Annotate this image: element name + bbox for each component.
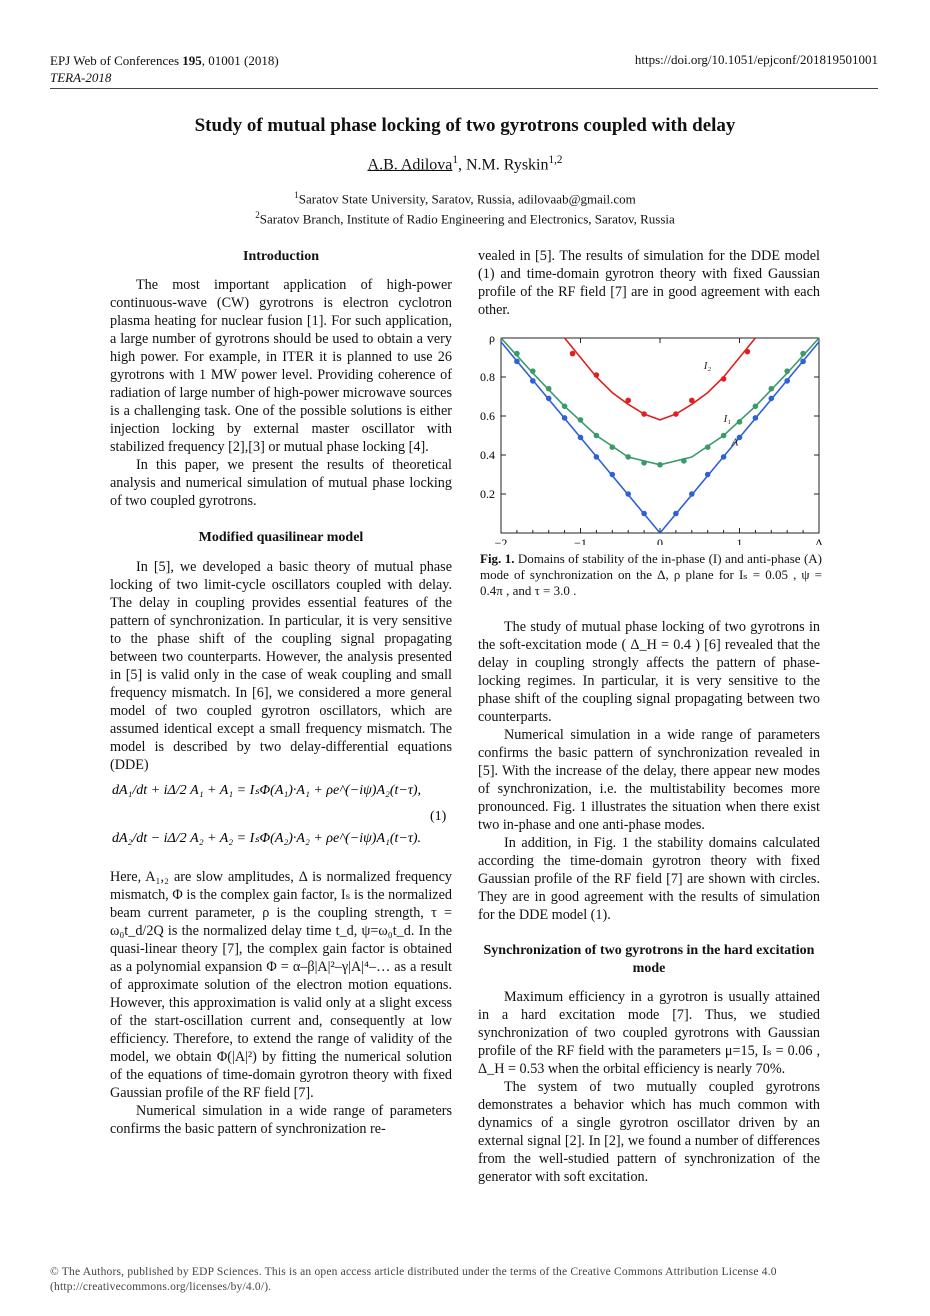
series-point-1 — [705, 444, 711, 450]
y-tick-label: 0.6 — [480, 409, 495, 423]
right-paragraph-2: Numerical simulation in a wide range of parameters confirms the basic pattern of synchronization revealed in [5]. With the increase of the delay, there appear new modes of synchronization, i.e. the multistability becomes more pronounced. Fig. 1 illustrates the situation when there exist two in-phase and one anti-phase modes. — [478, 727, 820, 833]
equation-1 — [110, 776, 452, 862]
equation-line-1: dA₁/dt + iΔ/2 A₁ + A₁ = IₛΦ(A₁)·A₁ + ρe^(−iψ)A₂(t−τ), — [112, 783, 422, 798]
figure-label: Fig. 1. — [480, 551, 515, 566]
series-point-0 — [625, 398, 631, 404]
series-point-2 — [753, 415, 759, 421]
affil-2-num: 2 — [255, 210, 260, 221]
series-point-1 — [641, 460, 647, 466]
affiliation-1 — [0, 187, 930, 207]
series-point-1 — [578, 417, 584, 423]
equation-line-2: dA₂/dt − iΔ/2 A₂ + A₂ = IₛΦ(A₂)·A₂ + ρe^(−iψ)A₁(t−τ). — [112, 831, 422, 846]
y-tick-label: 0.8 — [480, 370, 495, 384]
series-point-2 — [514, 359, 520, 365]
affil-1-text: Saratov State University, Saratov, Russia, adilovaab@gmail.com — [298, 191, 636, 207]
series-point-2 — [673, 511, 679, 517]
series-line-0 — [565, 338, 756, 420]
series-point-2 — [689, 491, 695, 497]
author-2-affil: 1,2 — [548, 154, 563, 166]
series-point-2 — [610, 472, 616, 478]
series-point-2 — [800, 359, 806, 365]
series-point-2 — [705, 472, 711, 478]
series-point-1 — [625, 454, 631, 460]
conference-name: TERA-2018 — [50, 70, 112, 85]
series-point-0 — [673, 411, 679, 417]
series-point-2 — [625, 491, 631, 497]
series-point-0 — [689, 398, 695, 404]
series-point-1 — [594, 433, 600, 439]
journal-line — [50, 52, 279, 69]
figure-1 — [466, 335, 826, 545]
series-point-2 — [641, 511, 647, 517]
model-paragraph-2: Here, A₁,₂ are slow amplitudes, Δ is normalized frequency mismatch, Φ is the complex gain factor, Iₛ is the normalized beam current parameter, ρ is the coupling strength, τ = ω₀t_d/2Q is the normalized delay time t_d, ψ=ω₀t_d. In the quasi-linear theory [7], the complex gain factor is obtained as a polynomial expansion Φ = α–β|A|²–γ|A|⁴–… as a result of approximate solution of the electron motion equations. However, this approximation is valid only at a slight excess of the start-oscillation current and, consequently at low efficiency. Therefore, to extend the range of validity of the model, we obtain Φ(|A|²) by fitting the numerical solution of the equations of time-domain gyrotron theory with fixed Gaussian profile of the RF field [7]. — [110, 869, 452, 1101]
series-point-2 — [578, 435, 584, 441]
series-point-2 — [546, 396, 552, 402]
article-number: , 01001 (2018) — [201, 53, 279, 68]
series-point-1 — [721, 433, 727, 439]
section-hard-excitation-heading: Synchronization of two gyrotrons in the hard excitation mode — [483, 943, 815, 976]
series-point-2 — [769, 396, 775, 402]
series-point-0 — [641, 411, 647, 417]
y-tick-label: 0.2 — [480, 487, 495, 501]
series-point-1 — [514, 351, 520, 357]
author-1-affil: 1 — [452, 154, 458, 166]
series-point-0 — [594, 372, 600, 378]
right-column-bottom — [478, 618, 820, 1186]
paper-title: Study of mutual phase locking of two gyrotrons coupled with delay — [194, 115, 736, 136]
x-tick-label: −1 — [574, 536, 587, 545]
model-paragraph-3: Numerical simulation in a wide range of parameters confirms the basic pattern of synchronization re- — [110, 1103, 452, 1137]
right-paragraph-3: In addition, in Fig. 1 the stability domains calculated according the time-domain gyrotron theory with fixed Gaussian profile of the RF field [7] are shown with circles. They are in good agreement with the results of simulation for the DDE model (1). — [478, 835, 820, 923]
x-tick-label: −2 — [494, 536, 508, 545]
series-label-2: A — [731, 436, 739, 449]
series-point-0 — [570, 351, 576, 357]
right-column-top — [478, 247, 820, 319]
equation-graphic — [110, 776, 452, 862]
series-point-2 — [562, 415, 568, 421]
series-point-1 — [753, 403, 759, 409]
intro-paragraph-1: The most important application of high-power continuous-wave (CW) gyrotrons is electron cyclotron plasma heating for nuclear fusion [1]. For such application, a large number of gyrotrons should be used to obtain a very high power. For example, in ITER it is planned to use 26 gyrotrons with 1 MW power level. Providing coherence of radiation of large number of high-power microwave sources is a challenging task. One of the possible solutions is either injection locking by external master oscillator with stabilized frequency [2],[3] or mutual phase locking [4]. — [110, 277, 452, 455]
series-point-1 — [784, 368, 790, 374]
license-footer — [50, 1265, 878, 1295]
affiliation-2 — [0, 207, 930, 227]
plot-frame — [501, 338, 819, 533]
series-point-2 — [721, 454, 727, 460]
journal-name: EPJ Web of Conferences — [50, 53, 183, 68]
hard-paragraph-2: The system of two mutually coupled gyrotrons demonstrates a behavior which has much common with dynamics of a single gyrotron oscillator driven by an external signal [2]. In [2], we found a number of differences from the well-studied pattern of synchronization of the generator with soft excitation. — [478, 1079, 820, 1185]
figure-caption-text: Domains of stability of the in-phase (I) and anti-phase (A) mode of synchronization on the Δ, ρ plane for Iₛ = 0.05 , ψ = 0.4π , and τ = 3.0 . — [480, 551, 822, 598]
author-2: , N.M. Ryskin — [458, 156, 549, 174]
x-tick-label: 1 — [736, 536, 743, 545]
license-line: © The Authors, published by EDP Sciences. This is an open access article distributed under the terms of the Creative Commons Attribution License 4.0 — [50, 1266, 777, 1278]
series-point-1 — [769, 386, 775, 392]
section-model-heading: Modified quasilinear model — [198, 530, 364, 545]
figure-1-caption — [480, 551, 822, 599]
running-header-left — [50, 52, 279, 86]
series-point-1 — [657, 462, 663, 468]
series-line-2 — [501, 342, 819, 533]
y-tick-label: 0.4 — [480, 448, 495, 462]
left-column — [110, 248, 452, 1138]
series-point-2 — [530, 378, 536, 384]
right-paragraph-1: The study of mutual phase locking of two gyrotrons in the soft-excitation mode ( Δ_H = 0.4 ) [6] revealed that the delay in coupling strongly affects the pattern of phase-locking regimes. In particular, it is very sensitive to the phase shift of the coupling signal propagating between two counterparts. — [478, 619, 820, 725]
series-point-1 — [562, 403, 568, 409]
series-point-1 — [610, 444, 616, 450]
journal-volume: 195 — [182, 53, 202, 68]
equation-number: (1) — [430, 809, 447, 824]
license-url[interactable]: (http://creativecommons.org/licenses/by/4.0/). — [50, 1281, 272, 1293]
stability-chart — [466, 335, 826, 545]
series-label-0: I₂ — [703, 360, 712, 373]
model-paragraph-1: In [5], we developed a basic theory of mutual phase locking of two limit-cycle oscillators coupled with delay. The delay in coupling provides essential features of the pattern of synchronization. In particular, it is very sensitive to the phase shift of the coupling signal propagating between two counterparts. However, the analysis presented in [5] is valid only in the case of weak coupling and small frequency mismatch. In [6], we considered a more general model of two coupled gyrotron oscillators, which are assumed identical except a small frequency mismatch. The model is described by two delay-differential equations (DDE) — [110, 559, 452, 773]
section-introduction-heading: Introduction — [243, 249, 319, 264]
series-point-1 — [530, 368, 536, 374]
author-list — [0, 154, 930, 174]
header-divider — [50, 88, 878, 89]
right-paragraph-0: vealed in [5]. The results of simulation for the DDE model (1) and time-domain gyrotron theory with fixed Gaussian profile of the RF field [7] are in good agreement with each other. — [478, 248, 820, 318]
x-tick-label: Δ — [815, 536, 823, 545]
series-point-1 — [737, 419, 743, 425]
affil-1-num: 1 — [294, 190, 299, 200]
affiliations — [0, 187, 930, 228]
series-point-2 — [784, 378, 790, 384]
series-line-1 — [501, 338, 819, 465]
series-point-2 — [594, 454, 600, 460]
affil-2-text: Saratov Branch, Institute of Radio Engineering and Electronics, Saratov, Russia — [259, 211, 675, 227]
series-point-1 — [800, 351, 806, 357]
doi-link[interactable]: https://doi.org/10.1051/epjconf/201819501001 — [634, 52, 878, 67]
series-point-1 — [546, 386, 552, 392]
hard-paragraph-1: Maximum efficiency in a gyrotron is usually attained in a hard excitation mode [7]. Thus, we studied synchronization of two coupled gyrotrons with Gaussian profile of the RF field with the parameters μ=15, Iₛ = 0.06 , Δ_H = 0.53 when the orbital efficiency is nearly 70%. — [478, 989, 820, 1077]
author-1[interactable]: A.B. Adilova — [367, 156, 453, 174]
x-tick-label: 0 — [657, 536, 663, 545]
y-tick-label: ρ — [489, 335, 495, 345]
series-point-0 — [745, 349, 751, 355]
intro-paragraph-2: In this paper, we present the results of theoretical analysis and numerical simulation of mutual phase locking of two coupled gyrotrons. — [110, 457, 452, 509]
series-point-0 — [721, 376, 727, 382]
series-label-1: I₁ — [723, 412, 732, 425]
series-point-1 — [681, 458, 687, 464]
